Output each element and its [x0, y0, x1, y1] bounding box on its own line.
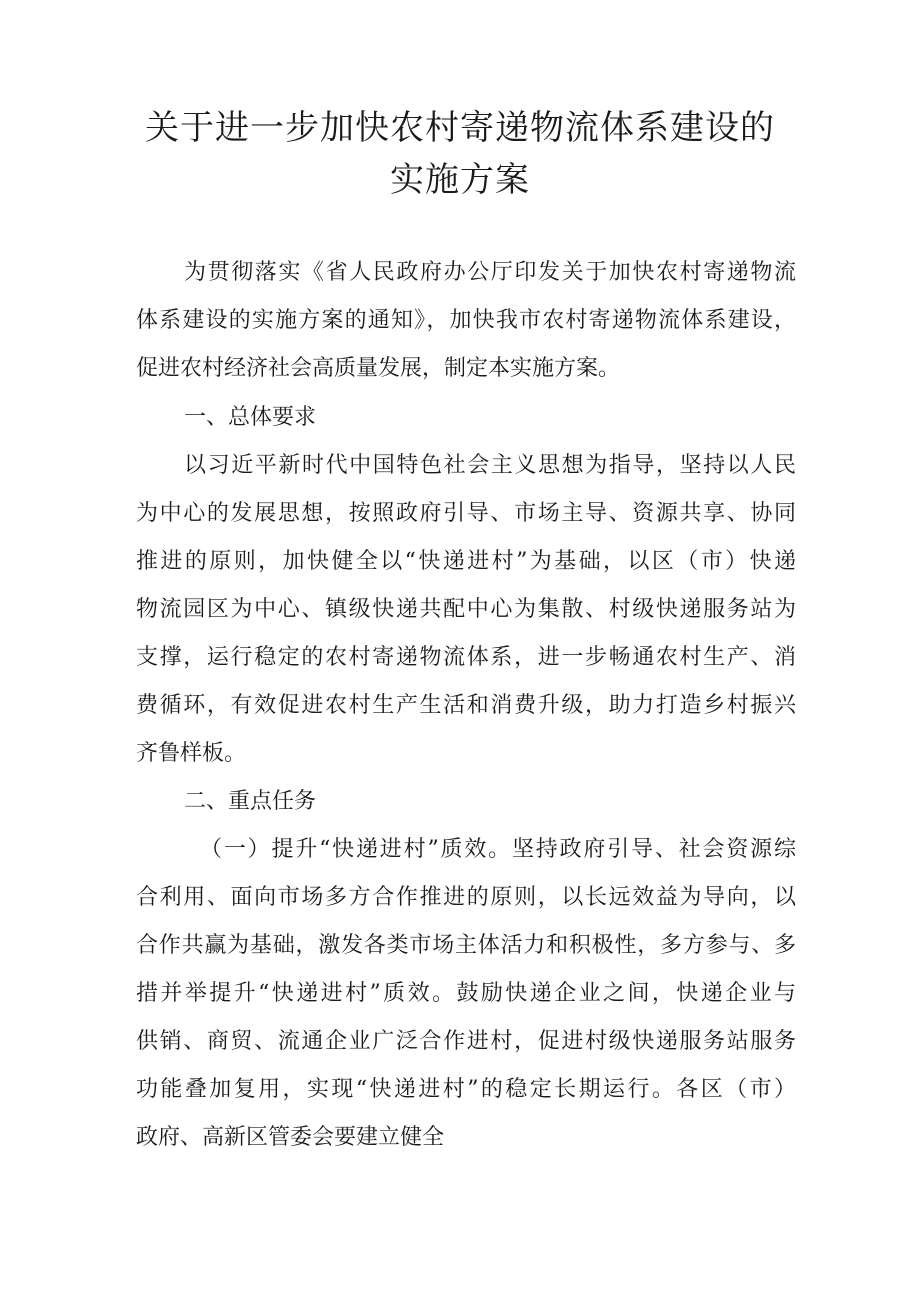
paragraph-task-line: 措并举提升“快递进村”质效。鼓励快递企业之间，快递企业与 [136, 981, 796, 1006]
paragraph-intro-line: 促进农村经济社会高质量发展，制定本实施方案。 [136, 356, 621, 381]
paragraph-general-line: 为中心的发展思想，按照政府引导、市场主导、资源共享、协同 [136, 501, 796, 526]
paragraph-general-line: 物流园区为中心、镇级快递共配中心为集散、村级快递服务站为 [136, 597, 796, 622]
paragraph-general-line: 费循环，有效促进农村生产生活和消费升级，助力打造乡村振兴 [136, 693, 796, 718]
paragraph-task-line: 合利用、面向市场多方合作推进的原则，以长远效益为导向，以 [136, 885, 796, 910]
document-title-line-2: 实施方案 [390, 160, 530, 200]
paragraph-task-line: 政府、高新区管委会要建立健全 [136, 1125, 445, 1150]
section-heading-key-tasks: 二、重点任务 [184, 789, 317, 814]
paragraph-general-line: 以习近平新时代中国特色社会主义思想为指导，坚持以人民 [184, 453, 796, 478]
paragraph-task-line: 供销、商贸、流通企业广泛合作进村，促进村级快递服务站服务 [136, 1029, 796, 1054]
paragraph-general-line: 推进的原则，加快健全以“快递进村”为基础，以区（市）快递 [136, 549, 796, 574]
paragraph-general-line: 齐鲁样板。 [136, 741, 247, 766]
paragraph-intro-line: 为贯彻落实《省人民政府办公厅印发关于加快农村寄递物流 [184, 260, 796, 285]
paragraph-task-line: （一）提升“快递进村”质效。坚持政府引导、社会资源综 [200, 837, 796, 862]
section-heading-general-requirements: 一、总体要求 [184, 405, 317, 430]
document-title-line-1: 关于进一步加快农村寄递物流体系建设的 [145, 108, 775, 148]
paragraph-task-line: 合作共赢为基础，激发各类市场主体活力和积极性，多方参与、多 [136, 933, 796, 958]
paragraph-intro-line: 体系建设的实施方案的通知》，加快我市农村寄递物流体系建设， [136, 308, 796, 333]
paragraph-general-line: 支撑，运行稳定的农村寄递物流体系，进一步畅通农村生产、消 [136, 645, 796, 670]
paragraph-task-line: 功能叠加复用，实现“快递进村”的稳定长期运行。各区（市） [136, 1077, 796, 1102]
